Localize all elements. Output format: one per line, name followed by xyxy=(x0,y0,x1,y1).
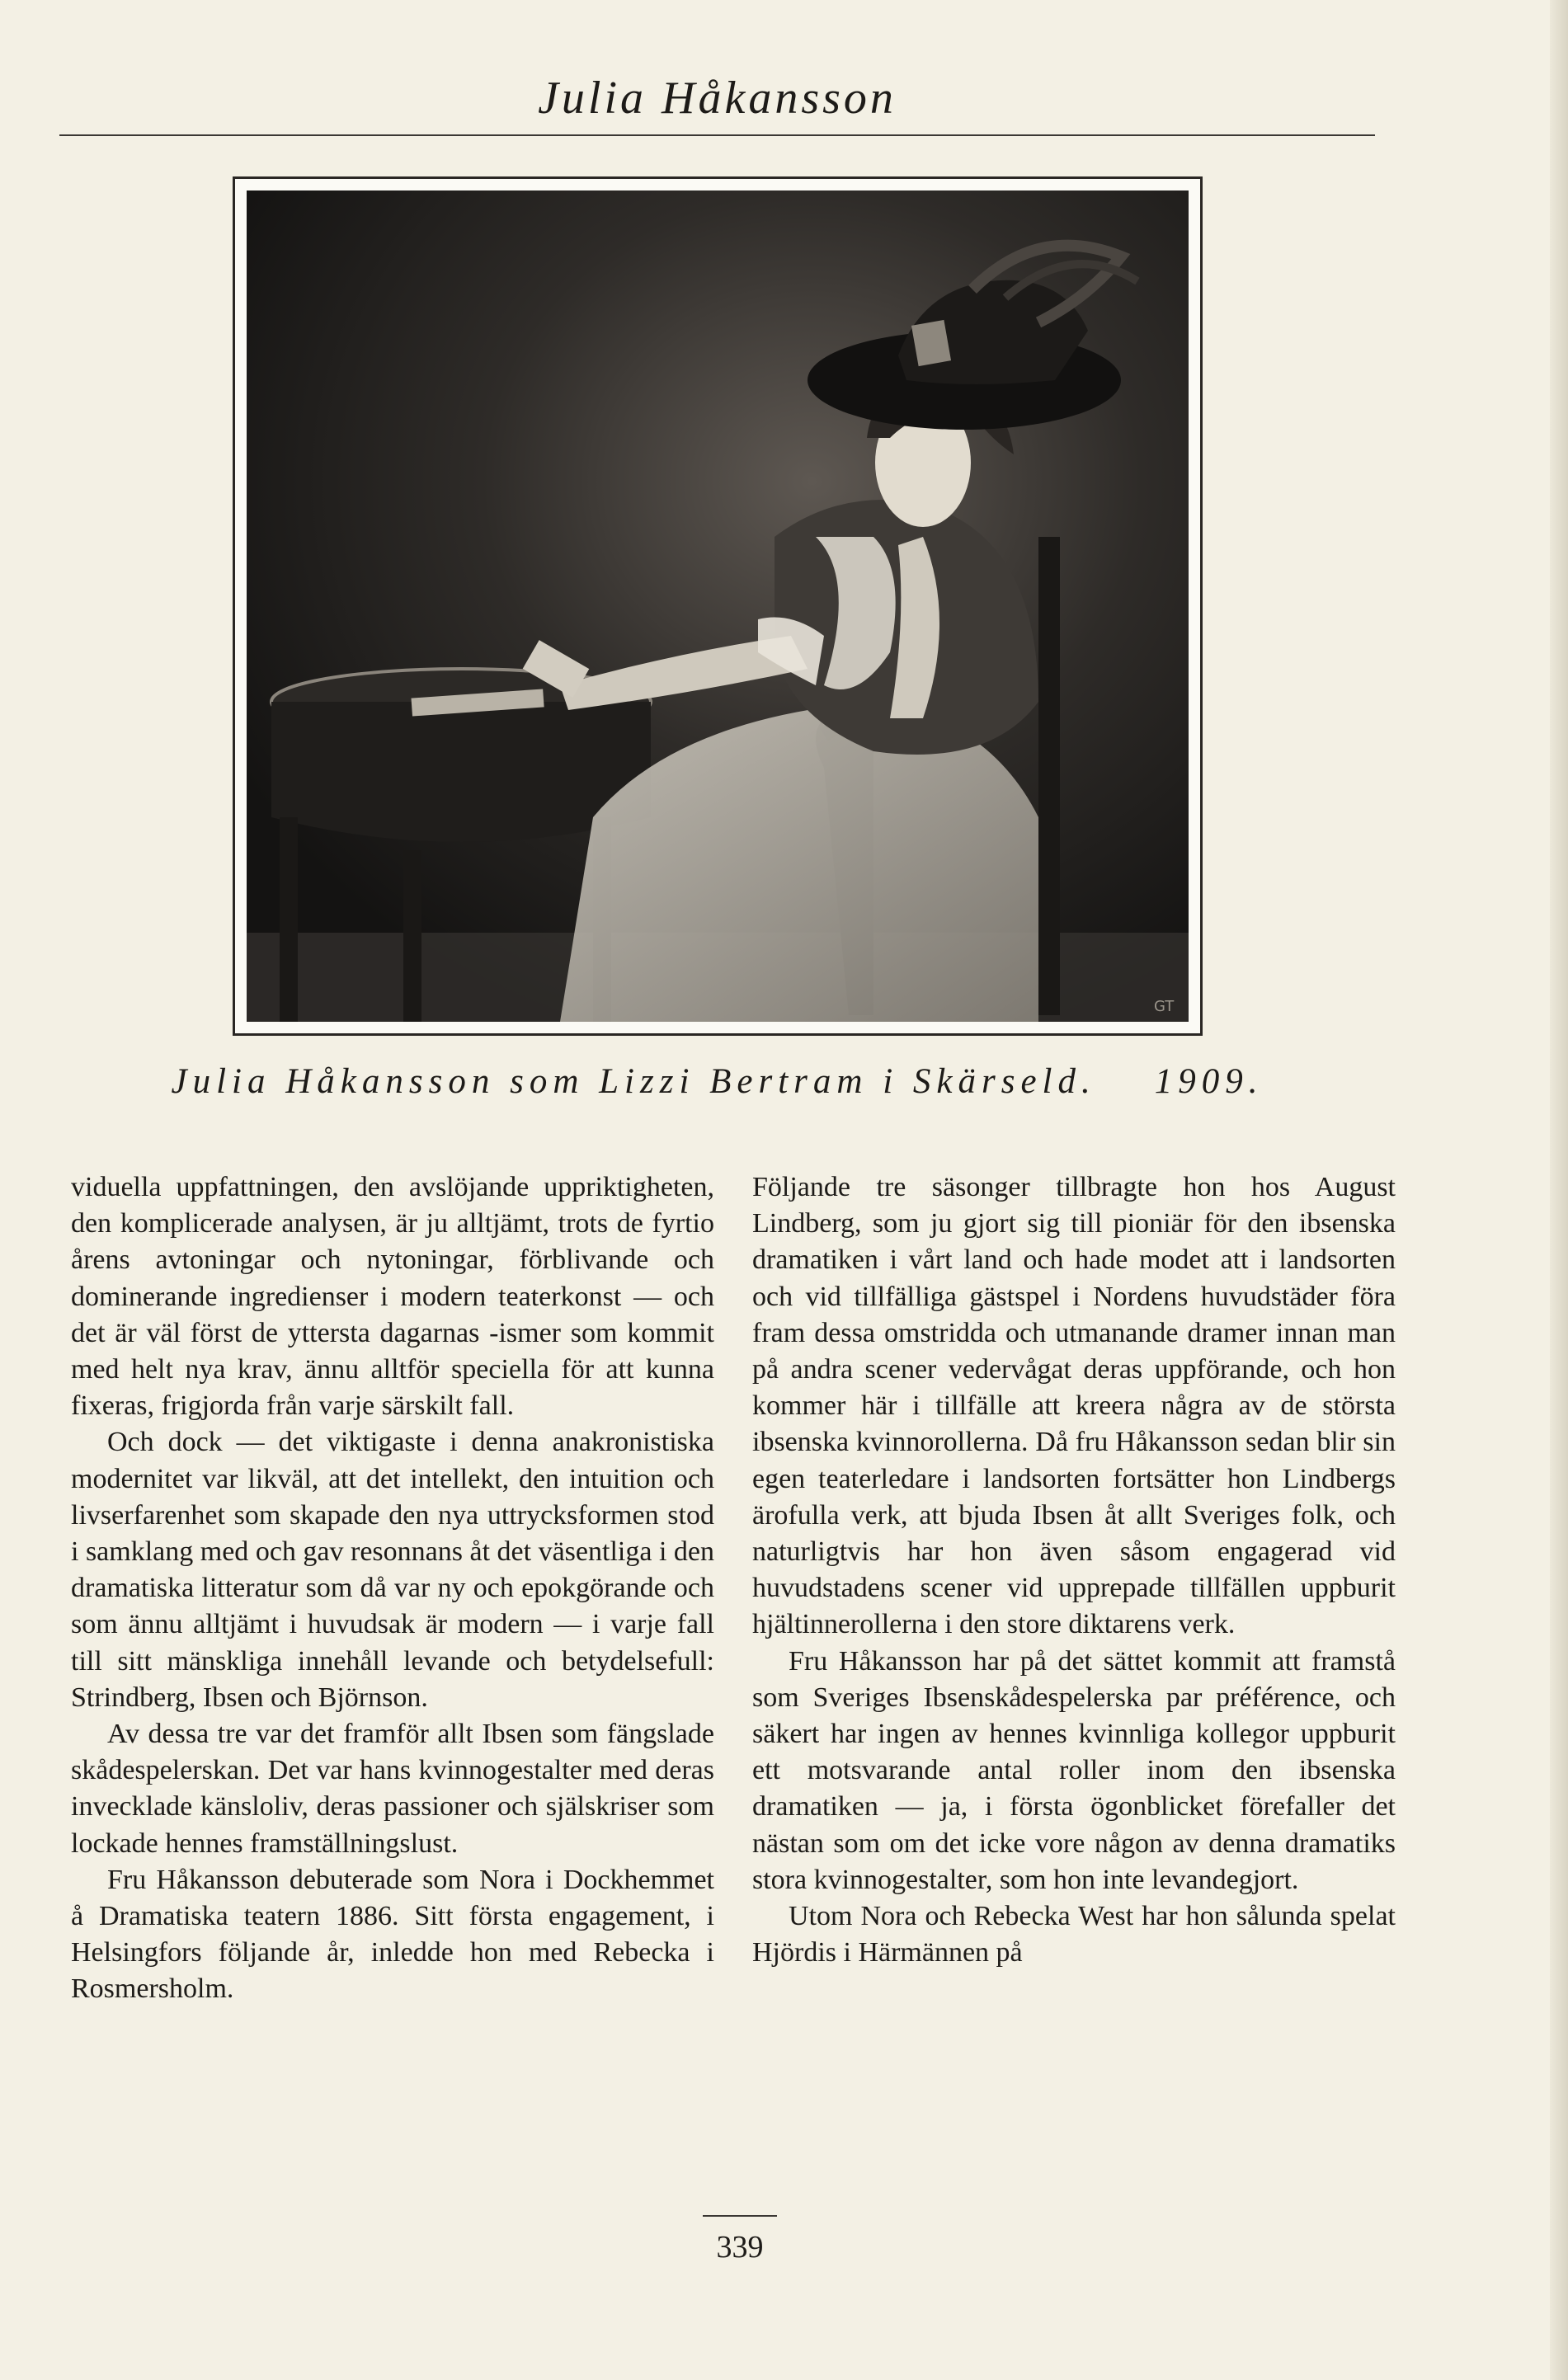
header-rule xyxy=(59,134,1375,136)
page-number: 339 xyxy=(716,2230,764,2265)
paragraph: Och dock — det viktigaste i denna anakronistiska modernitet var likväl, att det intellekt, den intuition och livserfarenhet som skapade den nya uttrycksformen stod i samklang med och gav resonnans åt det väsentliga i den dramatiska litteratur som då var ny och epokgörande och som ännu alltjämt i huvudsak är modern — i varje fall till sitt mänskliga innehåll levande och betydelsefull: Strindberg, Ibsen och Björnson. xyxy=(71,1427,714,1713)
caption-text: Julia Håkansson som Lizzi Bertram i Skärseld. xyxy=(171,1062,1096,1101)
paragraph: Fru Håkansson debuterade som Nora i Dockhemmet å Dramatiska teatern 1886. Sitt första engagement, i Helsingfors följande år, inledde hon med Rebecka i Rosmersholm. xyxy=(71,1864,714,2005)
paragraph: Av dessa tre var det framför allt Ibsen som fängslade skådespelerskan. Det var hans kvinnogestalter med deras invecklade känsloliv, deras passioner och själskriser som lockade hennes framställningslust. xyxy=(71,1719,714,1859)
photo-caption xyxy=(59,1057,1375,1107)
page-edge-shadow xyxy=(1550,0,1568,2380)
paragraph: viduella uppfattningen, den avslöjande uppriktigheten, den komplicerade analysen, är ju alltjämt, trots de fyrtio årens avtoningar och nytoningar, förblivande och dominerande ingredienser i modern teaterkonst — och det är väl först de yttersta dagarnas -ismer som kommit med helt nya krav, ännu alltför speciella för att kunna fixeras, frigjorda från varje särskilt fall. xyxy=(71,1172,714,1422)
right-column xyxy=(752,1169,1396,1971)
caption-year: 1909. xyxy=(1154,1062,1264,1101)
running-head: Julia Håkansson xyxy=(538,73,897,124)
portrait-photo xyxy=(247,190,1189,1022)
photo-frame xyxy=(233,176,1203,1036)
svg-text:GT: GT xyxy=(1154,998,1175,1015)
left-column xyxy=(71,1169,714,2008)
footer-rule xyxy=(703,2215,777,2217)
portrait-photo-icon xyxy=(247,190,1189,1022)
paragraph: Fru Håkansson har på det sättet kommit att framstå som Sveriges Ibsenskådespelerska par préférence, och säkert har ingen av hennes kvinnliga kollegor uppburit ett motsvarande antal roller inom den ibsenska dramatiken — ja, i första ögonblicket förefaller det nästan som om det icke vore någon av denna dramatiks stora kvinnogestalter, som hon inte levandegjort. xyxy=(752,1645,1396,1895)
paragraph: Följande tre säsonger tillbragte hon hos August Lindberg, som ju gjort sig till pioniär för den ibsenska dramatiken i vårt land och hade modet att i landsorten och vid tillfälliga gästspel i Nordens huvudstäder föra fram dessa omstridda och utmanande dramer innan man på andra scener vedervågat deras uppförande, och hon kommer här i tillfälle att kreera några av de största ibsenska kvinnorollerna. Då fru Håkansson sedan blir sin egen teaterledare i landsorten fortsätter hon Lindbergs ärofulla verk, att bjuda Ibsen åt allt Sveriges folk, och naturligtvis har hon även såsom engagerad vid huvudstadens scener vid upprepade tillfällen uppburit hjältinnerollerna i den store diktarens verk. xyxy=(752,1172,1396,1640)
paragraph: Utom Nora och Rebecka West har hon sålunda spelat Hjördis i Härmännen på xyxy=(752,1901,1396,1968)
